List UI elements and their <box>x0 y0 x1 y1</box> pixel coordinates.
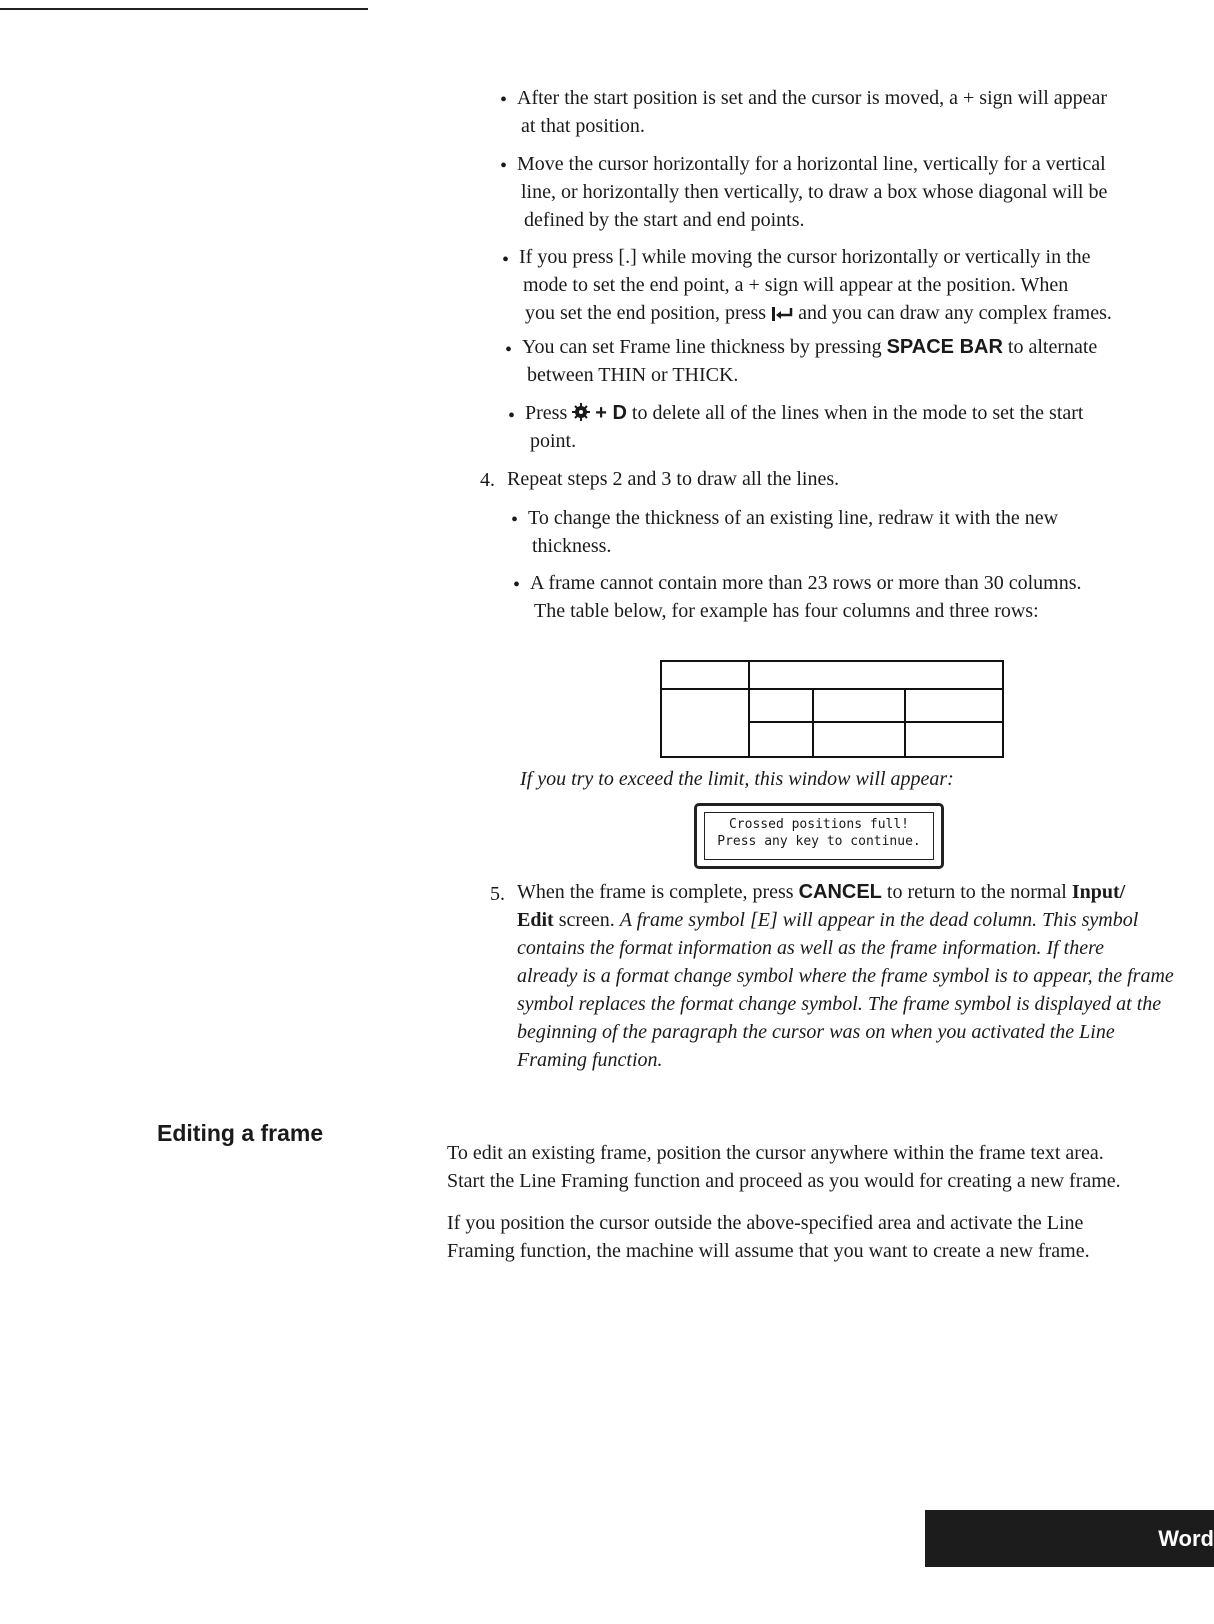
bullet-text: Move the cursor horizontally for a horizontal line, vertically for a vertical <box>517 153 1106 175</box>
cancel-key: CANCEL <box>798 881 882 903</box>
step-text: Framing function. <box>517 1049 663 1071</box>
bullet-text: you set the end position, press and you can draw any complex frames. <box>525 302 1112 324</box>
bullet-text: If you press [.] while moving the cursor horizontally or vertically in the <box>519 246 1091 268</box>
bullet-text: between THIN or THICK. <box>527 364 739 386</box>
bullet-text: You can set Frame line thickness by pressing SPACE BAR to alternate <box>522 336 1098 358</box>
edit-paragraph-line: If you position the cursor outside the above-specified area and activate the Line <box>447 1212 1084 1234</box>
footer-bar <box>925 1510 1214 1608</box>
bullet-text: A frame cannot contain more than 23 rows or more than 30 columns. <box>530 572 1082 594</box>
bullet-text: point. <box>530 430 577 452</box>
bullet-dot: • <box>500 155 508 177</box>
message-line-2: Press any key to continue. <box>717 834 921 849</box>
footer-section: Word Processing <box>950 1526 1214 1608</box>
step-text: beginning of the paragraph the cursor was on when you activated the Line <box>517 1021 1115 1043</box>
bullet-dot: • <box>508 405 516 427</box>
bullet-dot: • <box>505 339 513 361</box>
edit-paragraph-line: Start the Line Framing function and proceed as you would for creating a new frame. <box>447 1170 1121 1192</box>
limit-caption: If you try to exceed the limit, this window will appear: <box>520 768 954 790</box>
step-text: symbol replaces the format change symbol. The frame symbol is displayed at the <box>517 993 1162 1015</box>
bullet-text: The table below, for example has four columns and three rows: <box>534 600 1039 622</box>
step-text: Repeat steps 2 and 3 to draw all the lines. <box>507 468 840 490</box>
section-heading: Editing a frame <box>157 1120 324 1146</box>
space-bar-key: SPACE BAR <box>886 336 1003 358</box>
message-line-1: Crossed positions full! <box>728 817 909 832</box>
bullet-text: After the start position is set and the cursor is moved, a + sign will appear <box>517 87 1108 109</box>
edit-paragraph-line: Framing function, the machine will assume that you want to create a new frame. <box>447 1240 1090 1262</box>
code-key-icon <box>572 403 590 421</box>
bullet-text: thickness. <box>532 535 612 557</box>
bullet-dot: • <box>500 89 508 111</box>
message-window <box>694 803 944 869</box>
bullet-text: at that position. <box>521 115 645 137</box>
bullet-dot: • <box>513 574 521 596</box>
step-text: already is a format change symbol where the frame symbol is to appear, the frame <box>517 965 1174 987</box>
bullet-dot: • <box>502 249 510 271</box>
bullet-text: To change the thickness of an existing line, redraw it with the new <box>528 507 1059 529</box>
bullet-dot: • <box>511 509 519 531</box>
example-frame-table <box>660 660 1004 758</box>
bullet-text: Press + D to delete all of the lines when in the mode to set the start <box>525 402 1084 424</box>
step-text: contains the format information as well as the frame information. If there <box>517 937 1105 959</box>
step-text: When the frame is complete, press CANCEL to return to the normal Input/ <box>517 881 1126 903</box>
top-rule <box>0 8 368 10</box>
bullet-text: defined by the start and end points. <box>524 209 805 231</box>
step-number: 5. <box>490 883 505 905</box>
step-text: Edit screen. A frame symbol [E] will appear in the dead column. This symbol <box>517 909 1139 931</box>
return-key-icon <box>771 306 793 322</box>
message-window-inner <box>704 812 934 860</box>
step-number: 4. <box>480 469 495 491</box>
page-number: 67 <box>1117 1583 1142 1608</box>
edit-paragraph-line: To edit an existing frame, position the cursor anywhere within the frame text area. <box>447 1142 1104 1164</box>
bullet-text: line, or horizontally then vertically, to draw a box whose diagonal will be <box>521 181 1108 203</box>
bullet-text: mode to set the end point, a + sign will appear at the position. When <box>523 274 1069 296</box>
